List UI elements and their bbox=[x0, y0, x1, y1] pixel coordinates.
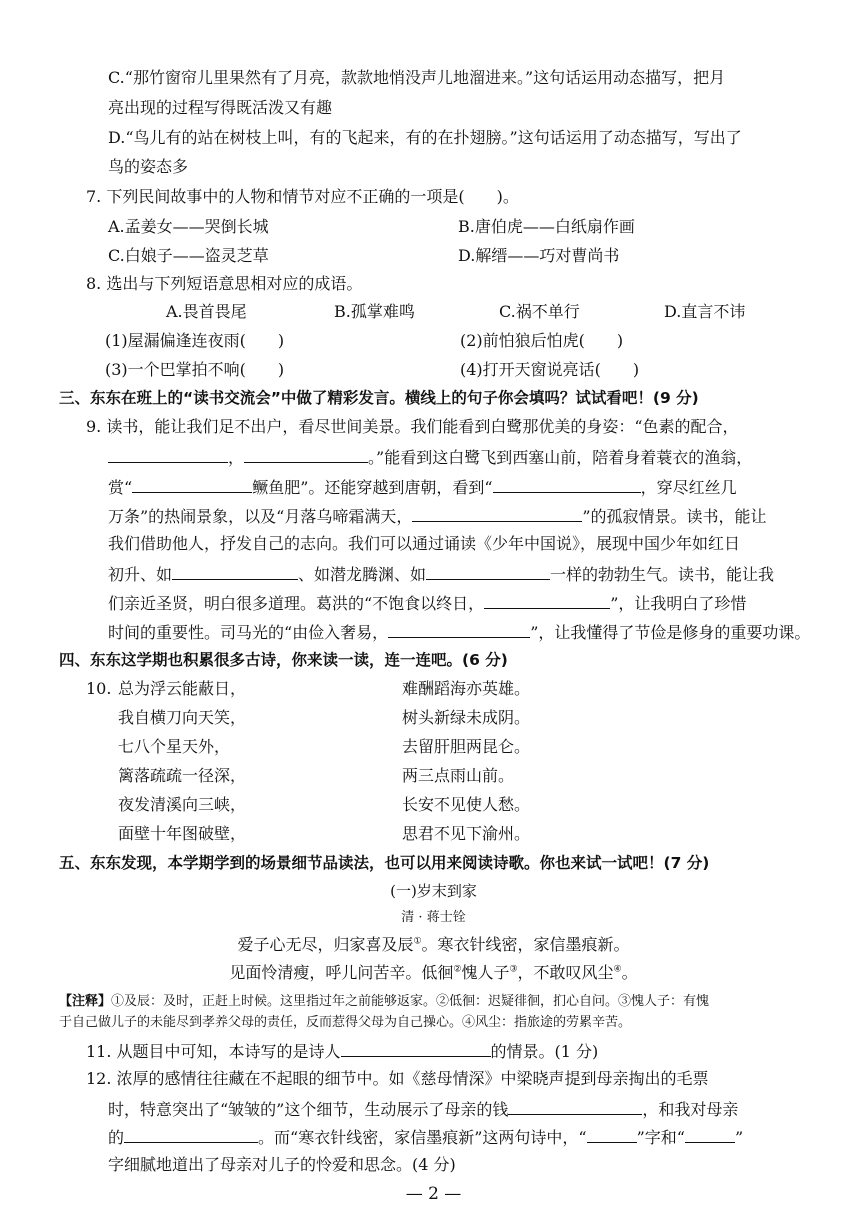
poem-notes-line1: 【注释】①及辰：及时，正赶上时候。这里指过年之前能够返家。②低徊：迟疑徘徊，扪心自问。③愧人子：有愧 bbox=[59, 994, 710, 1009]
q9-line6: 初升、如 、如潜龙腾渊、如 一样的勃勃生气。读书，能让我 bbox=[108, 565, 775, 584]
q10-number: 10. bbox=[86, 679, 112, 698]
q12-line4: 字细腻地道出了母亲对儿子的怜爱和思念。(4 分) bbox=[108, 1155, 456, 1174]
q8-idiom-a: A.畏首畏尾 bbox=[166, 302, 247, 321]
q8-stem: 8. 选出与下列短语意思相对应的成语。 bbox=[86, 274, 363, 293]
poem-left-3[interactable]: 七八个星天外， bbox=[118, 737, 231, 756]
poem-author: 清 · 蒋士铨 bbox=[401, 910, 466, 925]
poem-right-6[interactable]: 思君不见下渝州。 bbox=[402, 824, 531, 843]
q8-phrase-4: (4)打开天窗说亮话( ) bbox=[460, 360, 640, 379]
q11-blank[interactable] bbox=[341, 1040, 491, 1057]
q8-idiom-c: C.祸不单行 bbox=[499, 302, 580, 321]
q11: 11. 从题目中可知，本诗写的是诗人 的情景。(1 分) bbox=[86, 1042, 599, 1061]
q9-blank-7[interactable] bbox=[426, 563, 550, 580]
q12-blank-2[interactable] bbox=[124, 1126, 258, 1143]
q6-option-d-line1: D.“鸟儿有的站在树枝上叫，有的飞起来，有的在扑翅膀。”这句话运用了动态描写，写出了 bbox=[108, 128, 742, 147]
q9-line5: 我们借助他人，抒发自己的志向。我们可以通过诵读《少年中国说》，展现中国少年如红日 bbox=[108, 534, 741, 553]
q6-option-c-line1: C.“那竹窗帘儿里果然有了月亮，款款地悄没声儿地溜进来。”这句话运用动态描写，把月 bbox=[108, 68, 726, 87]
q9-blank-8[interactable] bbox=[484, 592, 610, 609]
section5-heading: 五、东东发现，本学期学到的场景细节品读法，也可以用来阅读诗歌。你也来试一试吧！(7 分) bbox=[59, 854, 710, 872]
q8-phrase-3: (3)一个巴掌拍不响( ) bbox=[105, 360, 285, 379]
q9-blank-4[interactable] bbox=[493, 476, 641, 493]
q9-blank-3[interactable] bbox=[132, 476, 252, 493]
q8-phrase-1: (1)屋漏偏逢连夜雨( ) bbox=[105, 331, 285, 350]
q9-line1: 9. 读书，能让我们足不出户，看尽世间美景。我们能看到白鹭那优美的身姿：“色素的配合， bbox=[86, 417, 739, 436]
q8-phrase-2: (2)前怕狼后怕虎( ) bbox=[460, 331, 624, 350]
q9-blank-1[interactable] bbox=[108, 446, 228, 463]
q9-line2: ， 。”能看到这白鹭飞到西塞山前，陪着身着蓑衣的渔翁， bbox=[108, 446, 752, 468]
poem-left-5[interactable]: 夜发清溪向三峡， bbox=[118, 795, 247, 814]
poem-right-1[interactable]: 难酬蹈海亦英雄。 bbox=[402, 679, 531, 698]
q9-line4: 万条”的热闹景象，以及“月落乌啼霜满天， ”的孤寂情景。读书，能让 bbox=[108, 507, 767, 526]
q9-line3: 赏“ 鳜鱼肥”。还能穿越到唐朝，看到“ ，穿尽红丝几 bbox=[108, 478, 737, 497]
q7-option-a: A.孟姜女——哭倒长城 bbox=[108, 217, 269, 236]
poem-left-2[interactable]: 我自横刀向天笑， bbox=[118, 708, 247, 727]
q8-idiom-b: B.孤掌难鸣 bbox=[334, 302, 415, 321]
q12-blank-1[interactable] bbox=[508, 1098, 642, 1115]
q12-line3: 的 。而“寒衣针线密，家信墨痕新”这两句诗中，“ ”字和“ ” bbox=[108, 1128, 744, 1147]
poem-title: (一)岁末到家 bbox=[390, 882, 477, 900]
q6-option-d-line2: 鸟的姿态多 bbox=[108, 157, 189, 176]
poem-right-3[interactable]: 去留肝胆两昆仑。 bbox=[402, 737, 531, 756]
section3-heading: 三、东东在班上的“读书交流会”中做了精彩发言。横线上的句子你会填吗？试试看吧！(9 分) bbox=[59, 389, 699, 407]
poem-right-5[interactable]: 长安不见使人愁。 bbox=[402, 795, 531, 814]
q9-blank-6[interactable] bbox=[172, 563, 298, 580]
poem-line-2: 见面怜清瘦，呼儿问苦辛。低徊②愧人子③，不敢叹风尘④。 bbox=[229, 963, 638, 982]
q9-blank-9[interactable] bbox=[388, 621, 530, 638]
q7-option-d: D.解缙——巧对曹尚书 bbox=[458, 246, 620, 265]
q9-line7: 们亲近圣贤，明白很多道理。葛洪的“不饱食以终日， ”，让我明白了珍惜 bbox=[108, 594, 747, 613]
q12-blank-3[interactable] bbox=[587, 1126, 637, 1143]
q12-blank-4[interactable] bbox=[685, 1126, 735, 1143]
q7-stem: 7. 下列民间故事中的人物和情节对应不正确的一项是( )。 bbox=[86, 187, 519, 206]
poem-right-2[interactable]: 树头新绿未成阴。 bbox=[402, 708, 531, 727]
section4-heading: 四、东东这学期也积累很多古诗，你来读一读，连一连吧。(6 分) bbox=[59, 651, 508, 669]
poem-left-1[interactable]: 总为浮云能蔽日， bbox=[118, 679, 247, 698]
q9-blank-2[interactable] bbox=[244, 446, 368, 463]
q9-line8: 时间的重要性。司马光的“由俭入奢易， ”，让我懂得了节俭是修身的重要功课。 bbox=[108, 623, 811, 642]
poem-left-4[interactable]: 篱落疏疏一径深， bbox=[118, 766, 247, 785]
poem-notes-line2: 于自己做儿子的未能尽到孝养父母的责任，反而惹得父母为自己操心。④风尘：指旅途的劳累辛苦。 bbox=[59, 1015, 632, 1030]
poem-right-4[interactable]: 两三点雨山前。 bbox=[402, 766, 515, 785]
q12-line1: 12. 浓厚的感情往往藏在不起眼的细节中。如《慈母情深》中梁晓声提到母亲掏出的毛票 bbox=[86, 1069, 709, 1088]
poem-line-1: 爱子心无尽，归家喜及辰①。寒衣针线密，家信墨痕新。 bbox=[237, 935, 630, 954]
q12-line2: 时，特意突出了“皱皱的”这个细节，生动展示了母亲的钱 ，和我对母亲 bbox=[108, 1100, 739, 1119]
q7-option-c: C.白娘子——盗灵芝草 bbox=[108, 246, 269, 265]
poem-left-6[interactable]: 面壁十年图破壁， bbox=[118, 824, 247, 843]
page-number: — 2 — bbox=[405, 1184, 462, 1204]
q7-option-b: B.唐伯虎——白纸扇作画 bbox=[458, 217, 635, 236]
q8-idiom-d: D.直言不讳 bbox=[664, 302, 746, 321]
q9-blank-5[interactable] bbox=[412, 505, 582, 522]
q6-option-c-line2: 亮出现的过程写得既活泼又有趣 bbox=[108, 98, 333, 117]
